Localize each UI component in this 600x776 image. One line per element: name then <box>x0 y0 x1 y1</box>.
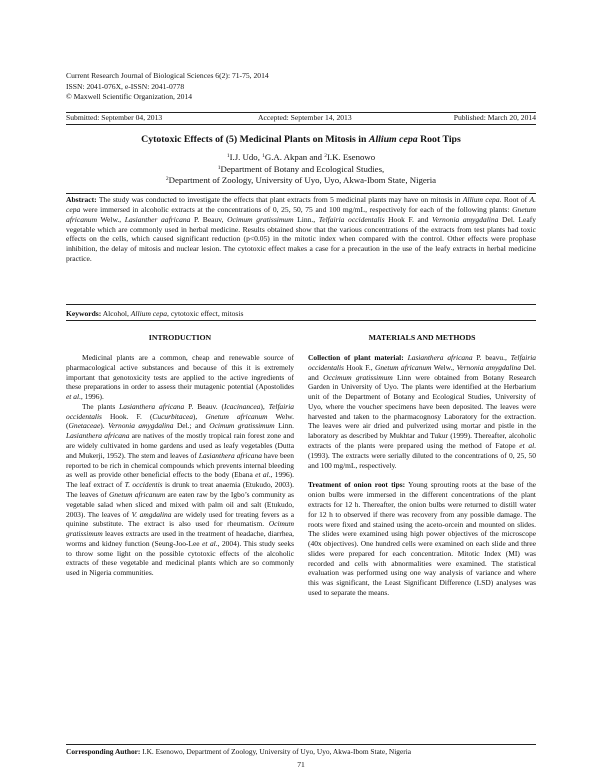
journal-citation: Current Research Journal of Biological Sciences 6(2): 71-75, 2014 <box>66 71 269 80</box>
author-esenowo: I.K. Esenowo <box>326 152 376 162</box>
journal-issn: ISSN: 2041-076X, e-ISSN: 2041-0778 <box>66 81 185 91</box>
paper-title: Cytotoxic Effects of (5) Medicinal Plants on Mitosis in Allium cepa Root Tips <box>141 134 461 145</box>
methods-column <box>308 353 536 598</box>
treatment-subheading: Treatment of onion root tips: <box>308 480 406 490</box>
affiliation-1: $^1$Department of Botany and Ecological Studies, <box>217 163 385 174</box>
journal-copyright: © Maxwell Scientific Organization, 2014 <box>66 92 193 102</box>
keywords-label: Keywords: <box>66 309 102 318</box>
author-list: $^1$I.J. Udo, $^1$G.A. Akpan and $^2$I.K. Esenowo <box>226 152 376 162</box>
introduction-column <box>66 353 294 578</box>
author-block <box>66 152 536 187</box>
journal-header <box>66 71 536 103</box>
corresponding-author: Corresponding Author: I.K. Esenowo, Department of Zoology, University of Uyo, Uyo, Akwa-Ibom State, Nigeria <box>66 747 412 756</box>
published-date: Published: March 20, 2014 <box>453 113 536 122</box>
intro-paragraph-1: Medicinal plants are a common, cheap and renewable source of pharmacological active substances and because of this it is extremely important that genotoxicity tests are applied to the active ingredients of these preparations in order to assess their mutagenic potential (Apostolides et al., 1996). <box>66 353 294 402</box>
methods-collection-paragraph: Collection of plant material: Lasianthera africana P. beavu., Telfairia occidentalis Hook F., Gnetum africanum Welw., Vernonia amygdalina Del. and Occimum gratissimum Linn were obtained from Botany Research Garden in University of Uyo. The plants were identified at the Herbarium unit of the Department of Botany and Ecological Studies, University of Uyo, where the voucher specimens have been deposited. The leaves were harvested and taken to the pharmacognosy Laboratory for the extraction. The leaves were air dried and pulverized using mortar and pistle in the laboratory as described by Mukhtar and Tukur (1999). Thereafter, alcoholic extracts of the plants were prepared using the method of Fatope et al. (1993). The extracts were serially diluted to the concentrations of 0, 25, 50 and 100 mg/mL, respectively. <box>308 353 537 470</box>
introduction-heading: INTRODUCTION <box>148 333 212 342</box>
collection-subheading: Collection of plant material: <box>308 353 404 362</box>
title-species: Allium cepa <box>368 134 418 145</box>
page-number: 71 <box>297 760 305 769</box>
keywords-rule <box>66 320 536 321</box>
corresponding-author-label: Corresponding Author: <box>66 747 141 756</box>
methods-heading: MATERIALS AND METHODS <box>368 333 476 342</box>
abstract: Abstract: The study was conducted to investigate the effects that plant extracts from 5 medicinal plants may have on mitosis in Allium cepa. Root of A. cepa were immersed in alcoholic extracts at the concentrations of 0, 25, 50, 75 and 100 mg/mL, respectively for each of the following plants: Gnetum africanum Welw., Lasianther aafricana P. Beauv, Ocimum gratissimum Linn., Telfairia occidentalis Hook F. and Vernonia amygdalina Del. Leafy vegetable which are commonly used in herbal medicine. Results obtained show that the various concentrations of the extracts from test plants had toxic effects on the cells, which caused significant reduction (p<0.05) in the mitotic index when compared with the control. Other effects were prophase inhibition, the delay of mitosis and nuclear lesion. The cytotoxic effect makes a case for a precaution in the use of the leafy extracts in herbal medicine practice. <box>66 195 536 264</box>
publication-dates <box>66 113 536 124</box>
author-udo: I.J. Udo, <box>229 152 263 162</box>
affiliation-2: $^2$Department of Zoology, University of Uyo, Uyo, Akwa-Ibom State, Nigeria <box>165 175 437 186</box>
methods-treatment-paragraph: Treatment of onion root tips: Young sprouting roots at the base of the onion bulbs were immersed in the different concentrations of the plant extracts for 12 h. Thereafter, the onion bulbs were returned to distill water for 12 h to observed if there was recovery from any possible damage. The roots were fixed and stained using the aceto-orcein and mounted on slides. The slides were examined using high power objectives of the microscope (40x objectives). One hundred cells were examined on each slide and three slides were prepared for each concentration. Mitotic Index (MI) was recorded and cells with abnormalities were examined. The statistical evaluation was performed using one way analysis of variance and where this was significant, the Least Significant Difference (LSD) analyses was used to separate the means. <box>308 480 536 597</box>
abstract-rule-top <box>66 193 536 194</box>
abstract-rule-bottom <box>66 304 536 305</box>
submitted-date: Submitted: September 04, 2013 <box>66 113 163 122</box>
footer-rule <box>66 744 536 745</box>
intro-paragraph-2: The plants Lasianthera africana P. Beauv. (Icacinancea), Telfairia occidentalis Hook. F. (Cucurbitacea), Gnetum africanum Welw. (Gnetaceae). Vernonia amygdalina Del.; and Ocimum gratissimum Linn. Lasianthera africana are natives of the mostly tropical rain forest zone and are widely cultivated in home gardens and used as leafy vegetables (Dutta and Mukerji, 1952). The stem and leaves of Lasianthera africana have been reported to be rich in chemical compounds which prevents internal bleeding as well as provide other beneficial effects to the body (Ebana et al., 1996). The leaf extract of T. occidentis is drunk to treat anaemia (Etukudo, 2003). The leaves of Gnetum africanum are eaten raw by the Igbo’s community as vegetable salad when sliced and mixed with palm oil and salt (Etukudo, 2003). The leaves of V. amgdalina are widely used for treating fevers as a quinine substitute. The extract is also used for rheumatism. Ocimum gratissimum leaves extracts are used in the treatment of headache, diarrhea, worms and kidney function (Seung-Joo-Lee et al., 2004). This study seeks to throw some light on the possible cytotoxic effects of the alcoholic extracts of these vegetable and medicinal plants which are so commonly used in Nigeria communities. <box>66 401 295 578</box>
author-akpan: G.A. Akpan and <box>264 152 325 162</box>
header-rule-bottom <box>66 124 536 125</box>
abstract-label: Abstract: <box>66 195 97 204</box>
keywords: Keywords: Alcohol, Allium cepa, cytotoxic effect, mitosis <box>66 309 244 318</box>
accepted-date: Accepted: September 14, 2013 <box>258 113 352 122</box>
